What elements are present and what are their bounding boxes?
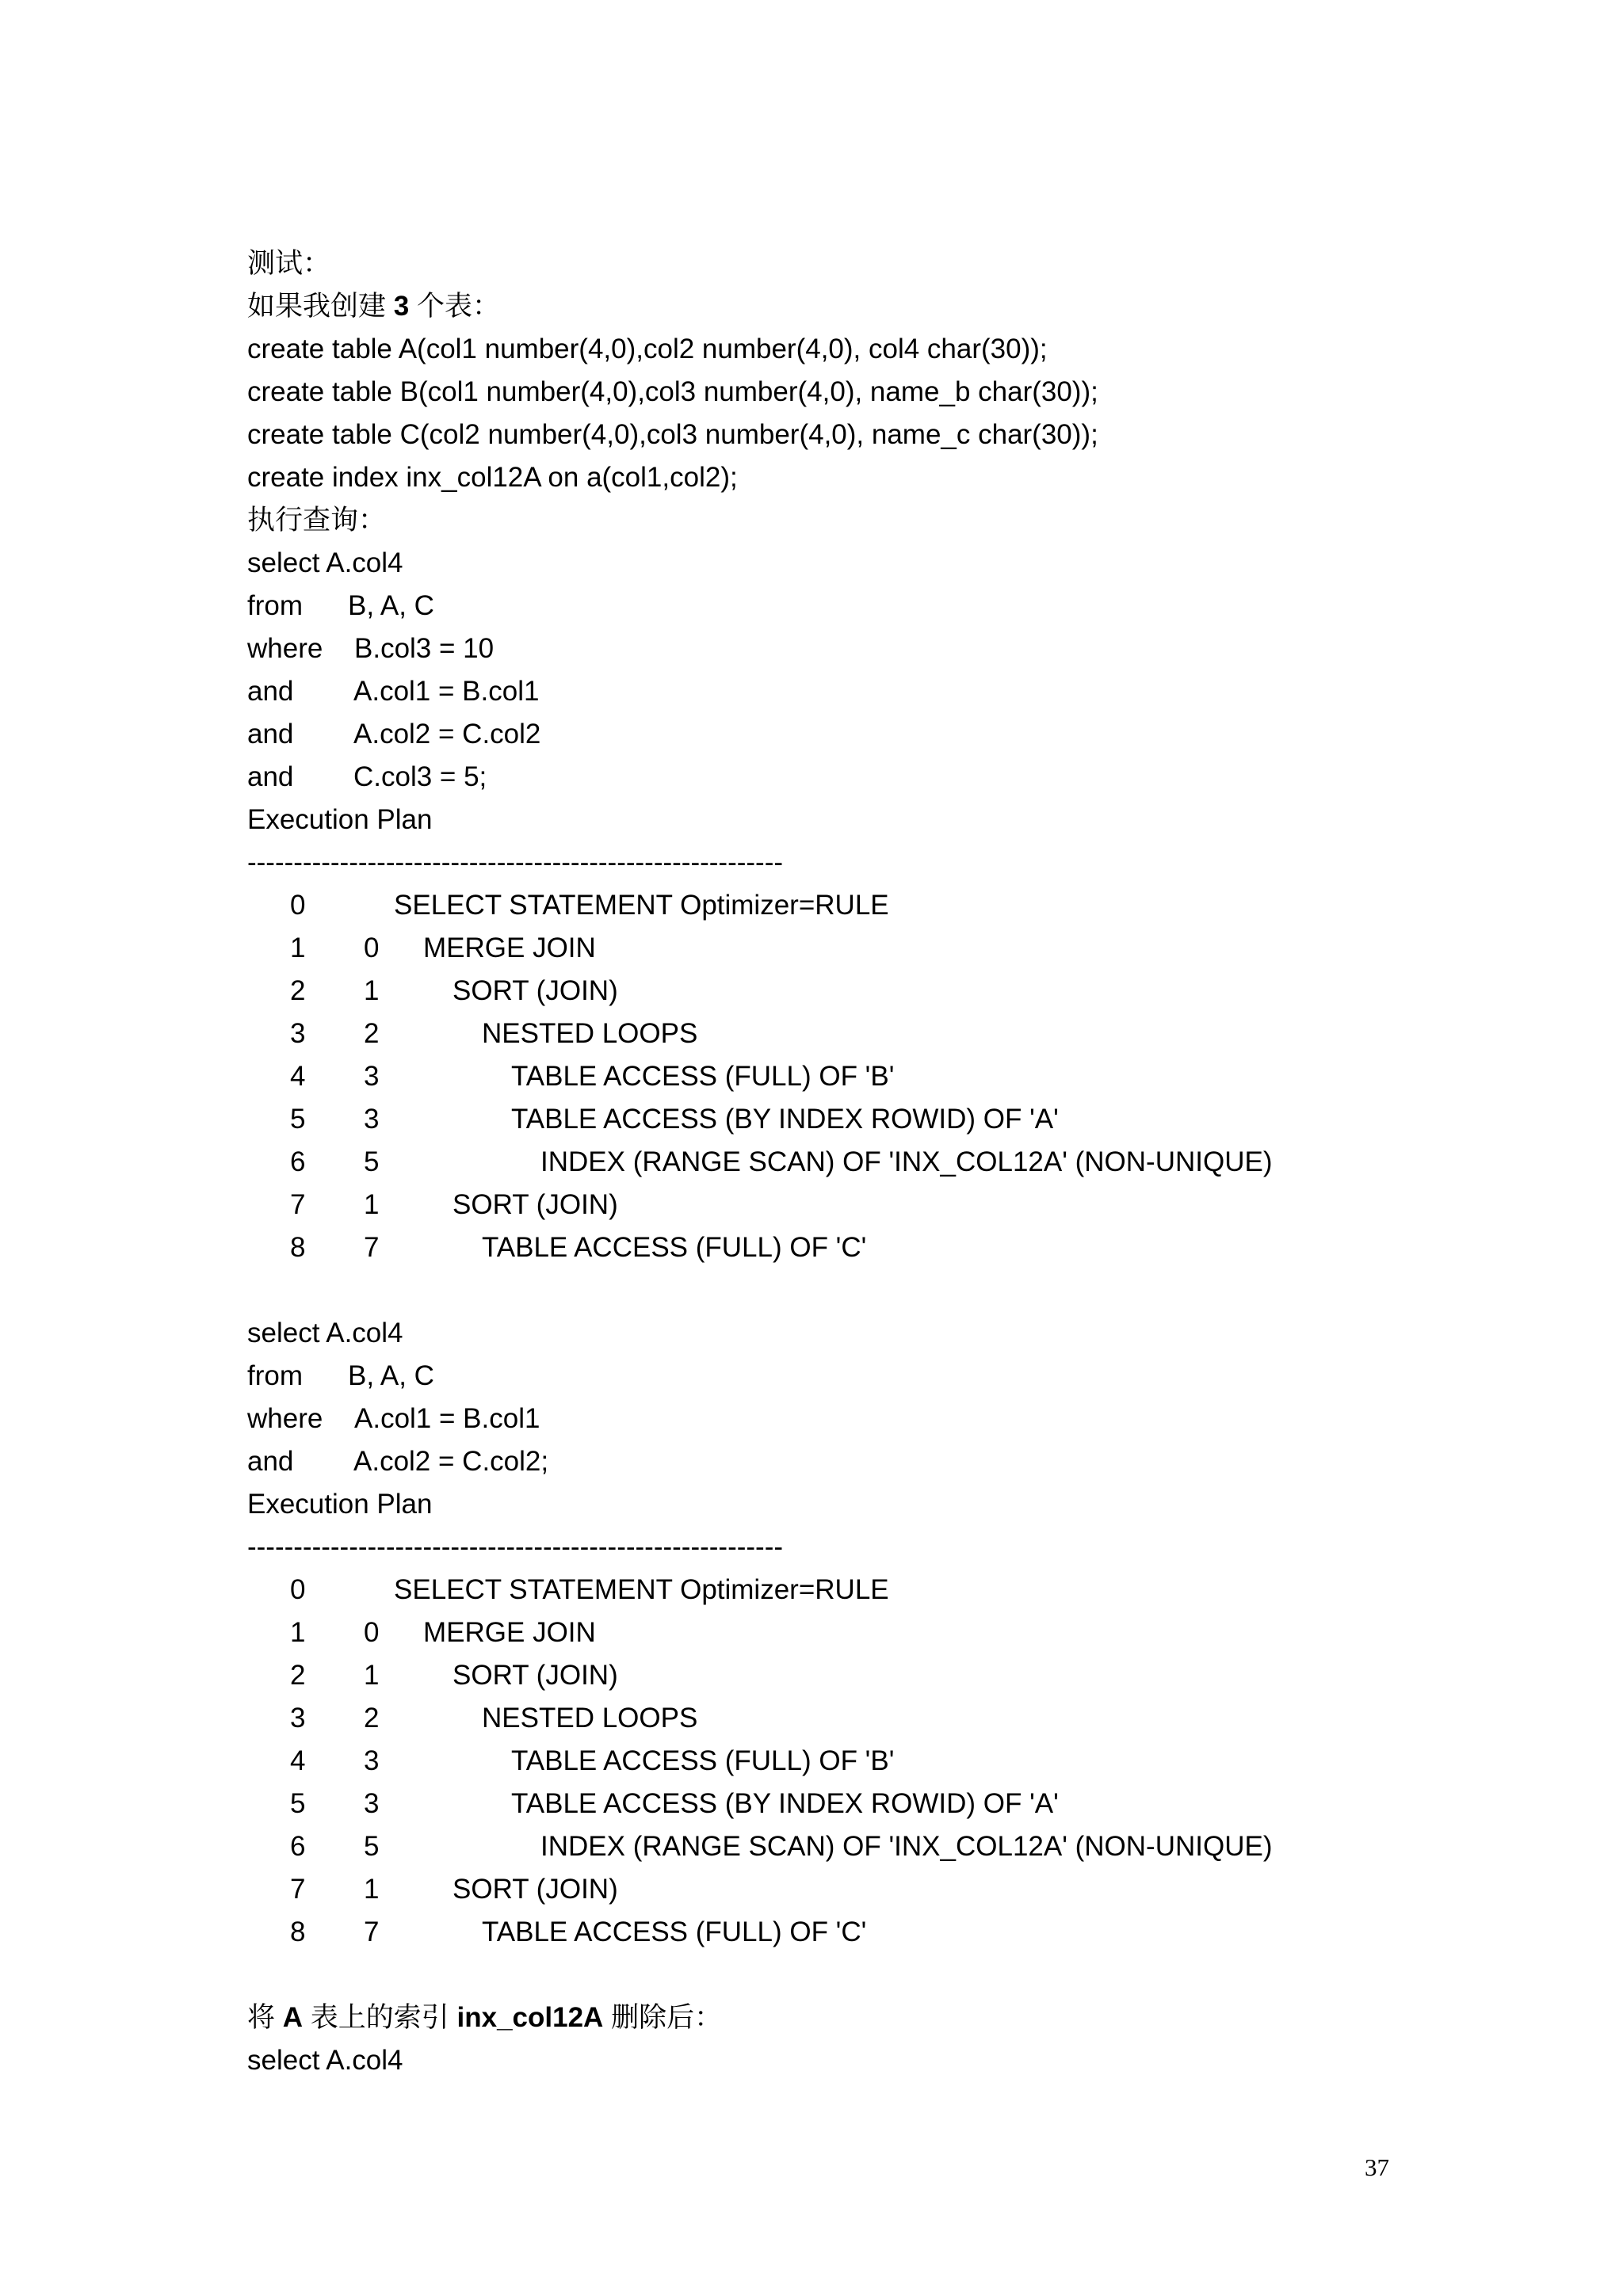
plan-row <box>247 884 1484 927</box>
query-1 <box>247 542 1484 799</box>
sql-keyword: and <box>247 1446 294 1477</box>
plan-step-id: 1 <box>290 933 306 963</box>
plan-row <box>247 927 1484 970</box>
plan-step-id: 8 <box>290 1917 306 1947</box>
sql-keyword: and <box>247 719 294 749</box>
plan-step-id: 7 <box>290 1874 306 1905</box>
sql-keyword: where <box>247 1403 323 1434</box>
plan-row <box>247 1697 1484 1740</box>
plan-operation: NESTED LOOPS <box>482 1703 698 1733</box>
plan-parent-id: 1 <box>364 975 380 1006</box>
plan-separator: ---------------------------------------------------------- <box>247 847 784 878</box>
sql-clause: A.col2 = C.col2; <box>353 1446 549 1477</box>
create-tables-intro <box>247 285 1484 328</box>
note-index-name: inx_col12A <box>456 2002 604 2033</box>
sql-clause: A.col1 = B.col1 <box>354 1403 540 1434</box>
ddl-line: create index inx_col12A on a(col1,col2); <box>247 462 738 493</box>
query-2 <box>247 1312 1484 1483</box>
plan-parent-id: 0 <box>364 933 380 963</box>
sql-keyword: select <box>247 547 320 578</box>
plan-operation: TABLE ACCESS (FULL) OF 'C' <box>482 1917 867 1947</box>
sql-clause: B, A, C <box>348 590 434 621</box>
plan-operation: SORT (JOIN) <box>453 1189 618 1220</box>
note-table-name: A <box>282 2002 304 2033</box>
plan-operation: SELECT STATEMENT Optimizer=RULE <box>394 1574 889 1605</box>
plan-parent-id: 3 <box>364 1104 380 1135</box>
sql-keyword: and <box>247 761 294 792</box>
query-line <box>247 542 1484 585</box>
page-number: 37 <box>1365 2153 1389 2181</box>
plan-operation: TABLE ACCESS (FULL) OF 'C' <box>482 1232 867 1263</box>
plan-step-id: 7 <box>290 1189 306 1220</box>
query-line <box>247 1355 1484 1398</box>
sql-keyword: where <box>247 633 323 664</box>
query-line <box>247 670 1484 713</box>
query-line <box>247 627 1484 670</box>
query-line <box>247 585 1484 627</box>
plan-parent-id: 7 <box>364 1917 380 1947</box>
plan-step-id: 0 <box>290 890 306 921</box>
execution-plan-1 <box>247 884 1484 1269</box>
plan-step-id: 6 <box>290 1831 306 1862</box>
sql-clause: A.col4 <box>326 1318 403 1348</box>
plan-row <box>247 970 1484 1013</box>
plan-operation: TABLE ACCESS (FULL) OF 'B' <box>511 1745 895 1776</box>
plan-parent-id: 1 <box>364 1874 380 1905</box>
plan-step-id: 4 <box>290 1745 306 1776</box>
plan-operation: INDEX (RANGE SCAN) OF 'INX_COL12A' (NON-UNIQUE) <box>540 1831 1273 1862</box>
plan-operation: SORT (JOIN) <box>453 1660 618 1691</box>
plan-operation: SELECT STATEMENT Optimizer=RULE <box>394 890 889 921</box>
plan-operation: TABLE ACCESS (BY INDEX ROWID) OF 'A' <box>511 1104 1059 1135</box>
create-tables-count: 3 <box>393 291 410 322</box>
plan-parent-id: 7 <box>364 1232 380 1263</box>
ddl-line: create table C(col2 number(4,0),col3 number(4,0), name_c char(30)); <box>247 419 1098 450</box>
sql-keyword: from <box>247 1360 303 1391</box>
sql-clause: A.col4 <box>326 547 403 578</box>
plan-step-id: 5 <box>290 1788 306 1819</box>
blank-line <box>247 1269 1484 1312</box>
plan-step-id: 0 <box>290 1574 306 1605</box>
plan-parent-id: 2 <box>364 1703 380 1733</box>
plan-operation: SORT (JOIN) <box>453 1874 618 1905</box>
plan-parent-id: 1 <box>364 1660 380 1691</box>
plan-row <box>247 1184 1484 1226</box>
sql-keyword: and <box>247 676 294 707</box>
plan-separator: ---------------------------------------------------------- <box>247 1531 784 1562</box>
query-line <box>247 756 1484 799</box>
plan-row <box>247 1141 1484 1184</box>
plan-row <box>247 1654 1484 1697</box>
ddl-line: create table B(col1 number(4,0),col3 number(4,0), name_b char(30)); <box>247 376 1098 407</box>
plan-parent-id: 3 <box>364 1745 380 1776</box>
plan-operation: MERGE JOIN <box>423 933 596 963</box>
plan-row <box>247 1783 1484 1825</box>
tail-query-line: select A.col4 <box>247 2045 403 2076</box>
plan-row <box>247 1911 1484 1954</box>
plan-row <box>247 1055 1484 1098</box>
plan-operation: TABLE ACCESS (BY INDEX ROWID) OF 'A' <box>511 1788 1059 1819</box>
query-line <box>247 1440 1484 1483</box>
sql-keyword: from <box>247 590 303 621</box>
execution-plan-label: Execution Plan <box>247 1489 433 1520</box>
plan-row <box>247 1098 1484 1141</box>
plan-operation: TABLE ACCESS (FULL) OF 'B' <box>511 1061 895 1092</box>
plan-operation: INDEX (RANGE SCAN) OF 'INX_COL12A' (NON-UNIQUE) <box>540 1146 1273 1177</box>
drop-index-note <box>247 1997 1484 2039</box>
blank-line <box>247 1954 1484 1997</box>
sql-keyword: select <box>247 1318 320 1348</box>
plan-parent-id: 3 <box>364 1788 380 1819</box>
sql-clause: B.col3 = 10 <box>354 633 495 664</box>
run-query-label: 执行查询： <box>247 505 387 536</box>
plan-step-id: 8 <box>290 1232 306 1263</box>
plan-step-id: 2 <box>290 975 306 1006</box>
plan-row <box>247 1013 1484 1055</box>
sql-clause: C.col3 = 5; <box>353 761 487 792</box>
plan-step-id: 5 <box>290 1104 306 1135</box>
test-label: 测试： <box>247 248 331 279</box>
note-suffix: 删除后： <box>611 2002 723 2033</box>
plan-step-id: 3 <box>290 1703 306 1733</box>
page-content <box>247 242 1484 2082</box>
plan-row <box>247 1569 1484 1611</box>
sql-clause: A.col1 = B.col1 <box>353 676 540 707</box>
execution-plan-label: Execution Plan <box>247 804 433 835</box>
create-tables-suffix: 个表： <box>416 291 500 322</box>
plan-row <box>247 1740 1484 1783</box>
plan-parent-id: 5 <box>364 1146 380 1177</box>
plan-parent-id: 5 <box>364 1831 380 1862</box>
plan-row <box>247 1825 1484 1868</box>
note-middle: 表上的索引 <box>310 2002 449 2033</box>
plan-parent-id: 3 <box>364 1061 380 1092</box>
note-prefix: 将 <box>247 2002 276 2033</box>
plan-row <box>247 1611 1484 1654</box>
query-line <box>247 713 1484 756</box>
plan-row <box>247 1868 1484 1911</box>
plan-step-id: 3 <box>290 1018 306 1049</box>
ddl-line: create table A(col1 number(4,0),col2 number(4,0), col4 char(30)); <box>247 334 1048 364</box>
plan-parent-id: 2 <box>364 1018 380 1049</box>
sql-clause: B, A, C <box>348 1360 434 1391</box>
plan-step-id: 4 <box>290 1061 306 1092</box>
plan-parent-id: 1 <box>364 1189 380 1220</box>
plan-step-id: 1 <box>290 1617 306 1648</box>
execution-plan-2 <box>247 1569 1484 1954</box>
create-tables-prefix: 如果我创建 <box>247 291 387 322</box>
plan-row <box>247 1226 1484 1269</box>
plan-step-id: 2 <box>290 1660 306 1691</box>
plan-operation: SORT (JOIN) <box>453 975 618 1006</box>
plan-step-id: 6 <box>290 1146 306 1177</box>
plan-operation: NESTED LOOPS <box>482 1018 698 1049</box>
plan-parent-id: 0 <box>364 1617 380 1648</box>
sql-clause: A.col2 = C.col2 <box>353 719 541 749</box>
plan-operation: MERGE JOIN <box>423 1617 596 1648</box>
query-line <box>247 1398 1484 1440</box>
query-line <box>247 1312 1484 1355</box>
